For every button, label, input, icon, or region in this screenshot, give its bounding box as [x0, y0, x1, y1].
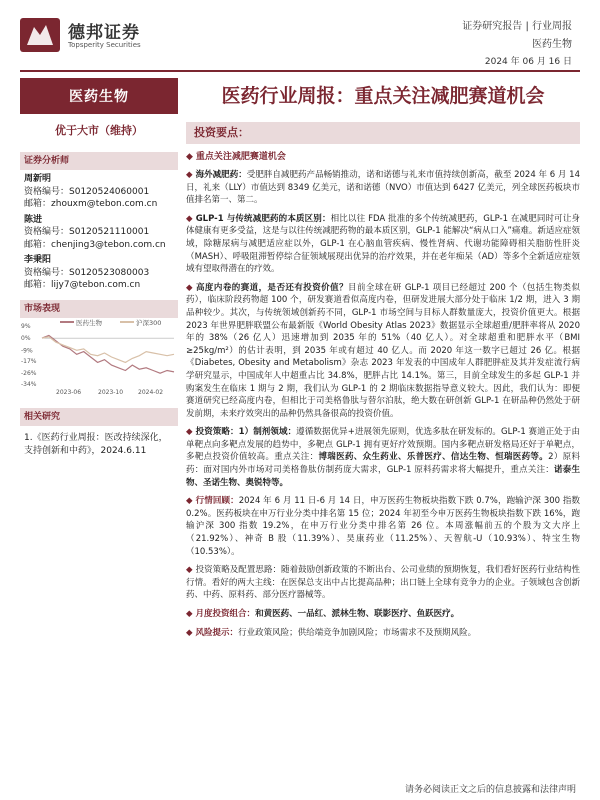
logo-text-en: Topsperity Securities: [68, 41, 141, 49]
x-tick-label: 2023-06: [56, 388, 82, 396]
analyst-cert: 资格编号：S0120521110001: [24, 227, 150, 237]
bullet-icon: ◆: [186, 282, 193, 293]
analyst-name: 李秉阳: [24, 255, 52, 265]
company-logo: [20, 14, 170, 54]
key-points-bar: 投资要点：: [186, 122, 580, 144]
x-tick-label: 2024-02: [138, 388, 164, 396]
analyst-name: 陈进: [24, 214, 43, 225]
y-tick-label: -9%: [21, 346, 33, 354]
logo-mark-icon: [20, 18, 60, 52]
analyst-email[interactable]: 邮箱：zhouxm@tebon.com.cn: [24, 199, 158, 209]
analyst-cert: 资格编号：S0120524060001: [24, 186, 150, 197]
bullet-icon: ◆: [186, 627, 193, 638]
analyst-cert: 资格编号：S0120523080003: [24, 267, 150, 278]
bullet-icon: ◆: [186, 427, 193, 438]
logo-text-cn: 德邦证券: [68, 23, 140, 43]
paragraph-portfolio: ◆ 月度投资组合：和黄医药、一品红、派林生物、联影医疗、鱼跃医疗。: [186, 609, 460, 619]
analyst-block: [20, 173, 178, 292]
paragraph-investment-value: ◆ 高度内卷的赛道，是否还有投资价值？目前全球在研 GLP-1 项目已经超过 200 个（包括生物类似药），临床阶段药物超 100 个，研发赛道看似高度内卷，但研发进展大部分处于临床 1/2 期，进入 3 期品种较少。其次，与传统领域创新药不同，GLP-1 市场空间与目标人群数量庞大，投资价值更大。根据 2023 年世界肥胖联盟公布最新版《World Obesity Atlas 2023》数据显示全球超重/肥胖率将从 2020 年的 38%（26 亿人）迅速增加到 2035 年的 51%（40 亿人）。对全球超重和肥胖水平（BMI ≥25kg/m²）的估计表明，到 2035 年或有超过 40 亿人。而 2020 年这一数字已超过 26 亿。根据《Diabetes, Obesity and Metabolism》杂志 2023 年发表的中国成年人群肥胖症及其并发症流行病学研究显示，中国成年人中超重占比 34.8%，肥胖占比 14.1%。第三，目前全球发生的多起 GLP-1 并购案发生在临床 1 期与 2 期，我们认为 GLP-1 的 2 期临床数据指导意义较大。因此，我们认为：即便赛道研究已经高度内卷，但相比于司美格鲁肽与替尔泊肽，绝大数在研创新 GLP-1 在研品种仍然处于研发前期，未来疗效突出的品种仍然具备很高的投资价值。: [186, 282, 580, 419]
doc-type: 证券研究报告 | 行业周报: [462, 21, 572, 32]
y-tick-label: 9%: [21, 322, 31, 330]
paragraph-overseas-drugs: ◆ 海外减肥药：受肥胖自减肥药产品畅销推动，诺和诺德与礼来市值持续创新高，截至 2024 年 6 月 14 日，礼来（LLY）市值达到 8349 亿美元，诺和诺德（NVO）市值达到 6427 亿美元，列全球医药板块市值排名第一、第二。: [186, 170, 580, 206]
left-sidebar: [20, 78, 178, 458]
sector-box: 医药生物: [20, 78, 178, 114]
y-tick-label: -17%: [21, 357, 37, 365]
y-tick-label: 0%: [21, 334, 31, 342]
section-heading: ◆ 重点关注减肥赛道机会: [186, 152, 286, 162]
analyst-email[interactable]: 邮箱：chenjing3@tebon.com.cn: [24, 239, 166, 250]
legend-label: 医药生物: [76, 318, 102, 327]
bullet-icon: ◆: [186, 152, 193, 162]
x-tick-label: 2023-10: [98, 388, 124, 396]
chart-svg: [20, 318, 178, 398]
market-chart-title: 市场表现: [20, 300, 178, 318]
rating-label: 优于大市（维持）: [55, 124, 143, 137]
paragraph-glp1-difference: ◆ GLP-1 与传统减肥药的本质区别：相比以往 FDA 批准的多个传统减肥药，GLP-1 在减肥同时可让身体健康有更多受益，这是与以往传统减肥药物的最本质区别，GLP-1 能解决“病从口入”痛难。新适应症领域，除糖尿病与减肥适应症以外，GLP-1 在心脑血管疾病、慢性肾病、代谢功能障碍相关脂肪性肝炎（MASH）、呼吸阻滞暂停综合征领域展现出优异的治疗效果，并在老年痴呆（AD）等多个全新适应症领域有望取得潜在的疗效。: [186, 213, 580, 275]
report-title: 医药行业周报：重点关注减肥赛道机会: [221, 85, 545, 107]
y-tick-label: -26%: [21, 369, 37, 377]
paragraph-strategy: ◆ 投资策略：1）制剂领域：遵循数据优异+进展领先原则，优选多肽在研发标的。GLP-1 赛道正处于由单靶点向多靶点发展的趋势中，多靶点 GLP-1 拥有更好疗效预期。国内多靶点研发格局还好于单靶点，多靶点投资价值较高。重点关注：博瑞医药、众生药业、乐普医疗、信达生物、恒瑞医药等。2）原料药：面对国内外市场对司美格鲁肽仿制药庞大需求，GLP-1 原料药需求将大幅提升，重点关注：诺泰生物、圣诺生物、奥锐特等。: [186, 427, 580, 488]
analyst-name: 周新明: [24, 174, 52, 184]
paragraph-allocation: ◆ 投资策略及配置思路：随着鼓励创新政策的不断出台、公司业绩的预期恢复，我们看好医药行业结构性行情。看好的两大主线：在医保总支出中占比提高品种；出口链上全球有竞争力的企业。子领域包含创新药、中药、原料药、部分医疗器械等。: [186, 565, 580, 601]
report-date: 2024 年 06 月 16 日: [484, 57, 572, 67]
main-content: [186, 78, 580, 639]
paragraph-risk: ◆ 风险提示：行业政策风险；供给端竞争加剧风险；市场需求不及预期风险。: [186, 627, 477, 638]
header-meta: [462, 18, 572, 54]
analyst-email[interactable]: 邮箱：lijy7@tebon.com.cn: [24, 280, 141, 290]
series-line: [42, 336, 174, 362]
legend-label: 沪深300: [136, 318, 162, 327]
header-sector: 医药生物: [532, 39, 572, 50]
header-divider: [20, 70, 580, 72]
market-performance-chart: [20, 318, 178, 398]
bullet-icon: ◆: [186, 496, 193, 507]
analyst-section-title: 证券分析师: [20, 152, 178, 170]
y-tick-label: -34%: [21, 380, 37, 388]
bullet-icon: ◆: [186, 565, 193, 576]
paragraph-market-review: ◆ 行情回顾：2024 年 6 月 11 日-6 月 14 日，申万医药生物板块指数下跌 0.7%，跑输沪深 300 指数 0.2%。医药板块在申万行业分类中排名第 15 位；2024 年初至今申万医药生物板块指数下跌 16%，跑输沪深 300 指数 19.2%，在申万行业分类中排名第 26 位。本周涨幅前五的个股为文大序上（21.92%）、神奇 B 股（11.39%）、昊康药业（11.25%）、天智航-U（10.93%）、特宝生物（10.53%）。: [186, 496, 580, 557]
series-line: [42, 335, 174, 373]
bullet-icon: ◆: [186, 609, 193, 619]
bullet-icon: ◆: [186, 170, 193, 180]
bullet-icon: ◆: [186, 213, 193, 224]
footer-disclaimer: 请务必阅读正文之后的信息披露和法律声明: [404, 785, 576, 795]
related-research-item[interactable]: 1.《医药行业周报：医改持续深化，支持创新和中药》，2024.6.11: [24, 432, 168, 456]
related-research-title: 相关研究: [20, 408, 178, 426]
